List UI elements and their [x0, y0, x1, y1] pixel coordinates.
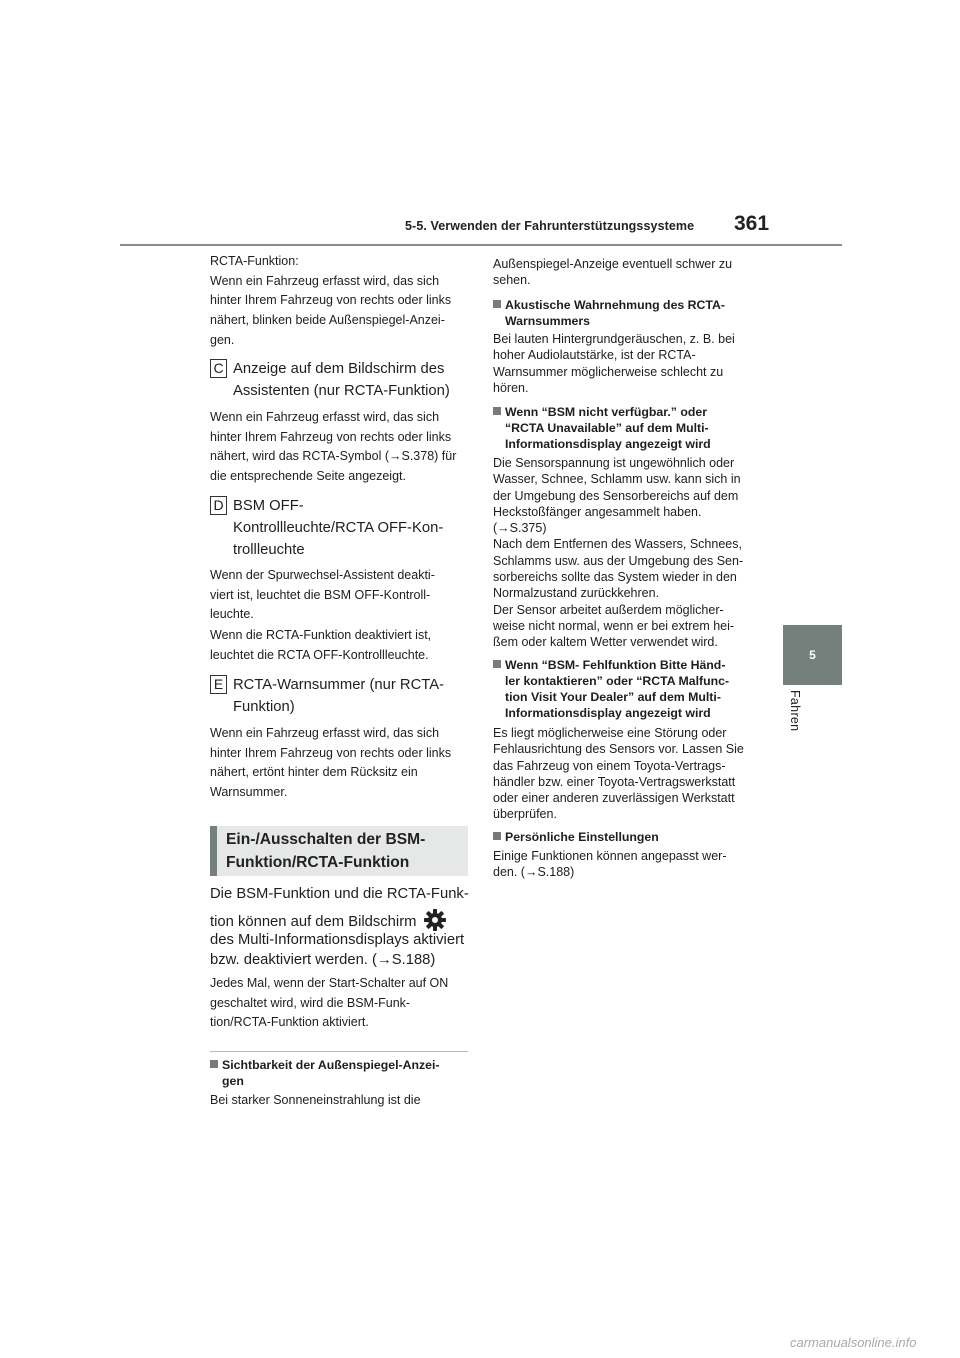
item-d-body-1: [210, 566, 435, 625]
watermark: carmanualsonline.info: [790, 1335, 917, 1350]
unavailable-line: Nach dem Entfernen des Wassers, Schnees,: [493, 537, 742, 552]
toggle-line-1: Die BSM-Funktion und die RCTA-Funk-: [210, 886, 469, 902]
item-c-title: [233, 358, 450, 402]
item-d-title-line: trollleuchte: [233, 542, 305, 558]
unavailable-line: sorbereichs sollte das System wieder in den: [493, 570, 737, 585]
item-e-line: Warnsummer.: [210, 785, 288, 800]
malfunction-line: Fehlausrichtung des Sensors vor. Lassen Sie: [493, 742, 744, 757]
intro-text: [210, 252, 451, 351]
item-c-line: hinter Ihrem Fahrzeug von rechts oder links: [210, 429, 452, 444]
toggle-note-line: geschaltet wird, wird die BSM-Funk-: [210, 995, 411, 1010]
page-number: 361: [734, 212, 770, 235]
item-d-line: leuchtet die RCTA OFF-Kontrollleuchte.: [210, 647, 429, 662]
item-e-title: [233, 674, 444, 718]
item-letter-c: C: [210, 359, 227, 378]
unavailable-line: Schlamms usw. aus der Umgebung des Sen-: [493, 553, 744, 568]
acoustic-line: Bei lauten Hintergrundgeräuschen, z. B. bei: [493, 332, 735, 346]
item-letter-e: E: [210, 675, 227, 694]
personal-heading: [493, 829, 659, 845]
malfunction-heading-line: Wenn “BSM- Fehlfunktion Bitte Händ-: [505, 658, 726, 672]
unavailable-heading: [493, 404, 711, 452]
malfunction-line: Es liegt möglicherweise eine Störung oder: [493, 726, 727, 740]
acoustic-heading-line: Akustische Wahrnehmung des RCTA-: [505, 298, 725, 312]
unavailable-heading-line: “RCTA Unavailable” auf dem Multi-: [505, 421, 709, 435]
unavailable-line: Die Sensorspannung ist ungewöhnlich oder: [493, 456, 735, 470]
chapter-label: Fahren: [788, 690, 802, 732]
malfunction-line: überprüfen.: [493, 807, 557, 822]
acoustic-body: [493, 331, 735, 396]
acoustic-line: hören.: [493, 380, 529, 395]
callout-title-line: Ein-/Ausschalten der BSM-: [226, 831, 426, 848]
item-e-body: [210, 724, 451, 803]
item-d-line: viert ist, leuchtet die BSM OFF-Kontroll-: [210, 587, 431, 602]
continued-line: Außenspiegel-Anzeige eventuell schwer zu: [493, 257, 733, 271]
malfunction-body: [493, 725, 744, 823]
item-d-line: leuchte.: [210, 607, 254, 622]
visibility-body: Bei starker Sonneneinstrahlung ist die: [210, 1093, 421, 1107]
malfunction-heading-line: Informationsdisplay angezeigt wird: [505, 706, 711, 720]
toggle-line-3: des Multi-Informationsdisplays aktiviert: [210, 932, 465, 948]
unavailable-line: Normalzustand zurückkehren.: [493, 586, 660, 601]
toggle-note: [210, 974, 448, 1033]
unavailable-body: [493, 455, 743, 651]
item-d-title: [233, 495, 443, 561]
unavailable-line: weise nicht normal, wenn er bei extrem hei-: [493, 618, 735, 633]
item-c-line: die entsprechende Seite angezeigt.: [210, 469, 406, 484]
malfunction-heading: [493, 657, 729, 721]
visibility-continued: [493, 256, 732, 289]
unavailable-line: Der Sensor arbeitet außerdem möglicher-: [493, 602, 724, 617]
item-e-title-line: Funktion): [233, 699, 295, 715]
visibility-heading-line: Sichtbarkeit der Außenspiegel-Anzei-: [222, 1058, 440, 1072]
unavailable-heading-line: Informationsdisplay angezeigt wird: [505, 437, 711, 451]
acoustic-line: hoher Audiolautstärke, ist der RCTA-: [493, 348, 696, 363]
visibility-heading-line: gen: [222, 1074, 244, 1088]
malfunction-line: oder einer anderen zuverlässigen Werkstatt: [493, 791, 735, 806]
item-c-title-line: Assistenten (nur RCTA-Funktion): [233, 383, 450, 399]
item-d-title-line: Kontrollleuchte/RCTA OFF-Kon-: [233, 520, 444, 536]
section-title: 5-5. Verwenden der Fahrunterstützungssysteme: [405, 219, 695, 233]
item-e-line: Wenn ein Fahrzeug erfasst wird, das sich: [210, 726, 440, 740]
acoustic-line: Warnsummer möglicherweise schlecht zu: [493, 364, 724, 379]
callout-title-line: Funktion/RCTA-Funktion: [226, 854, 410, 871]
bullet-square-icon: [210, 1060, 218, 1068]
item-c-body: [210, 408, 456, 487]
item-e-line: nähert, ertönt hinter dem Rücksitz ein: [210, 765, 418, 780]
item-e-line: hinter Ihrem Fahrzeug von rechts oder links: [210, 745, 452, 760]
unavailable-line: Wasser, Schnee, Schlamm usw. kann sich in: [493, 472, 741, 487]
unavailable-line: (→S.375): [493, 521, 547, 536]
toggle-note-line: tion/RCTA-Funktion aktiviert.: [210, 1015, 369, 1030]
intro-line: RCTA-Funktion:: [210, 254, 299, 268]
malfunction-line: händler bzw. einer Toyota-Vertragswerkstatt: [493, 774, 736, 789]
item-d-body-2: [210, 626, 431, 665]
item-e-title-line: RCTA-Warnsummer (nur RCTA-: [233, 677, 444, 693]
personal-line: den. (→S.188): [493, 865, 575, 880]
item-d-line: Wenn die RCTA-Funktion deaktiviert ist,: [210, 628, 432, 642]
malfunction-line: das Fahrzeug von einem Toyota-Vertrags-: [493, 758, 726, 773]
acoustic-heading: [493, 297, 725, 329]
malfunction-heading-line: tion Visit Your Dealer” auf dem Multi-: [505, 690, 721, 704]
item-letter-d: D: [210, 496, 227, 515]
unavailable-heading-line: Wenn “BSM nicht verfügbar.” oder: [505, 405, 708, 419]
item-c-line: nähert, wird das RCTA-Symbol (→S.378) für: [210, 449, 457, 464]
item-d-title-line: BSM OFF-: [233, 498, 304, 514]
intro-line: hinter Ihrem Fahrzeug von rechts oder links: [210, 293, 452, 308]
bullet-square-icon: [493, 832, 501, 840]
callout-title: [226, 828, 425, 874]
bullet-square-icon: [493, 300, 501, 308]
item-c-line: Wenn ein Fahrzeug erfasst wird, das sich: [210, 410, 440, 424]
intro-line: gen.: [210, 332, 235, 347]
unavailable-line: Heckstoßfänger angesammelt haben.: [493, 504, 702, 519]
chapter-number: 5: [809, 648, 816, 662]
intro-line: nähert, blinken beide Außenspiegel-Anzei-: [210, 313, 445, 328]
bullet-square-icon: [493, 407, 501, 415]
personal-heading-line: Persönliche Einstellungen: [505, 830, 659, 844]
chapter-tab: [783, 625, 842, 685]
section-heading-callout: [210, 826, 468, 876]
malfunction-heading-line: ler kontaktieren” oder “RCTA Malfunc-: [505, 674, 730, 688]
unavailable-line: der Umgebung des Sensorbereichs auf dem: [493, 488, 739, 503]
toggle-line-4: bzw. deaktiviert werden. (→S.188): [210, 952, 436, 968]
header-divider: [120, 244, 842, 246]
notes-divider: [210, 1051, 468, 1052]
personal-body: [493, 848, 726, 881]
personal-line: Einige Funktionen können angepasst wer-: [493, 849, 727, 863]
acoustic-heading-line: Warnsummers: [505, 314, 590, 328]
item-d-line: Wenn der Spurwechsel-Assistent deakti-: [210, 568, 435, 582]
visibility-heading: [210, 1057, 440, 1089]
unavailable-line: ßem oder kaltem Wetter verwendet wird.: [493, 635, 718, 650]
item-c-title-line: Anzeige auf dem Bildschirm des: [233, 361, 445, 377]
intro-line: Wenn ein Fahrzeug erfasst wird, das sich: [210, 273, 440, 288]
toggle-note-line: Jedes Mal, wenn der Start-Schalter auf ON: [210, 976, 449, 990]
toggle-line-2-text: tion können auf dem Bildschirm: [210, 914, 417, 930]
bullet-square-icon: [493, 660, 501, 668]
continued-line: sehen.: [493, 273, 531, 288]
